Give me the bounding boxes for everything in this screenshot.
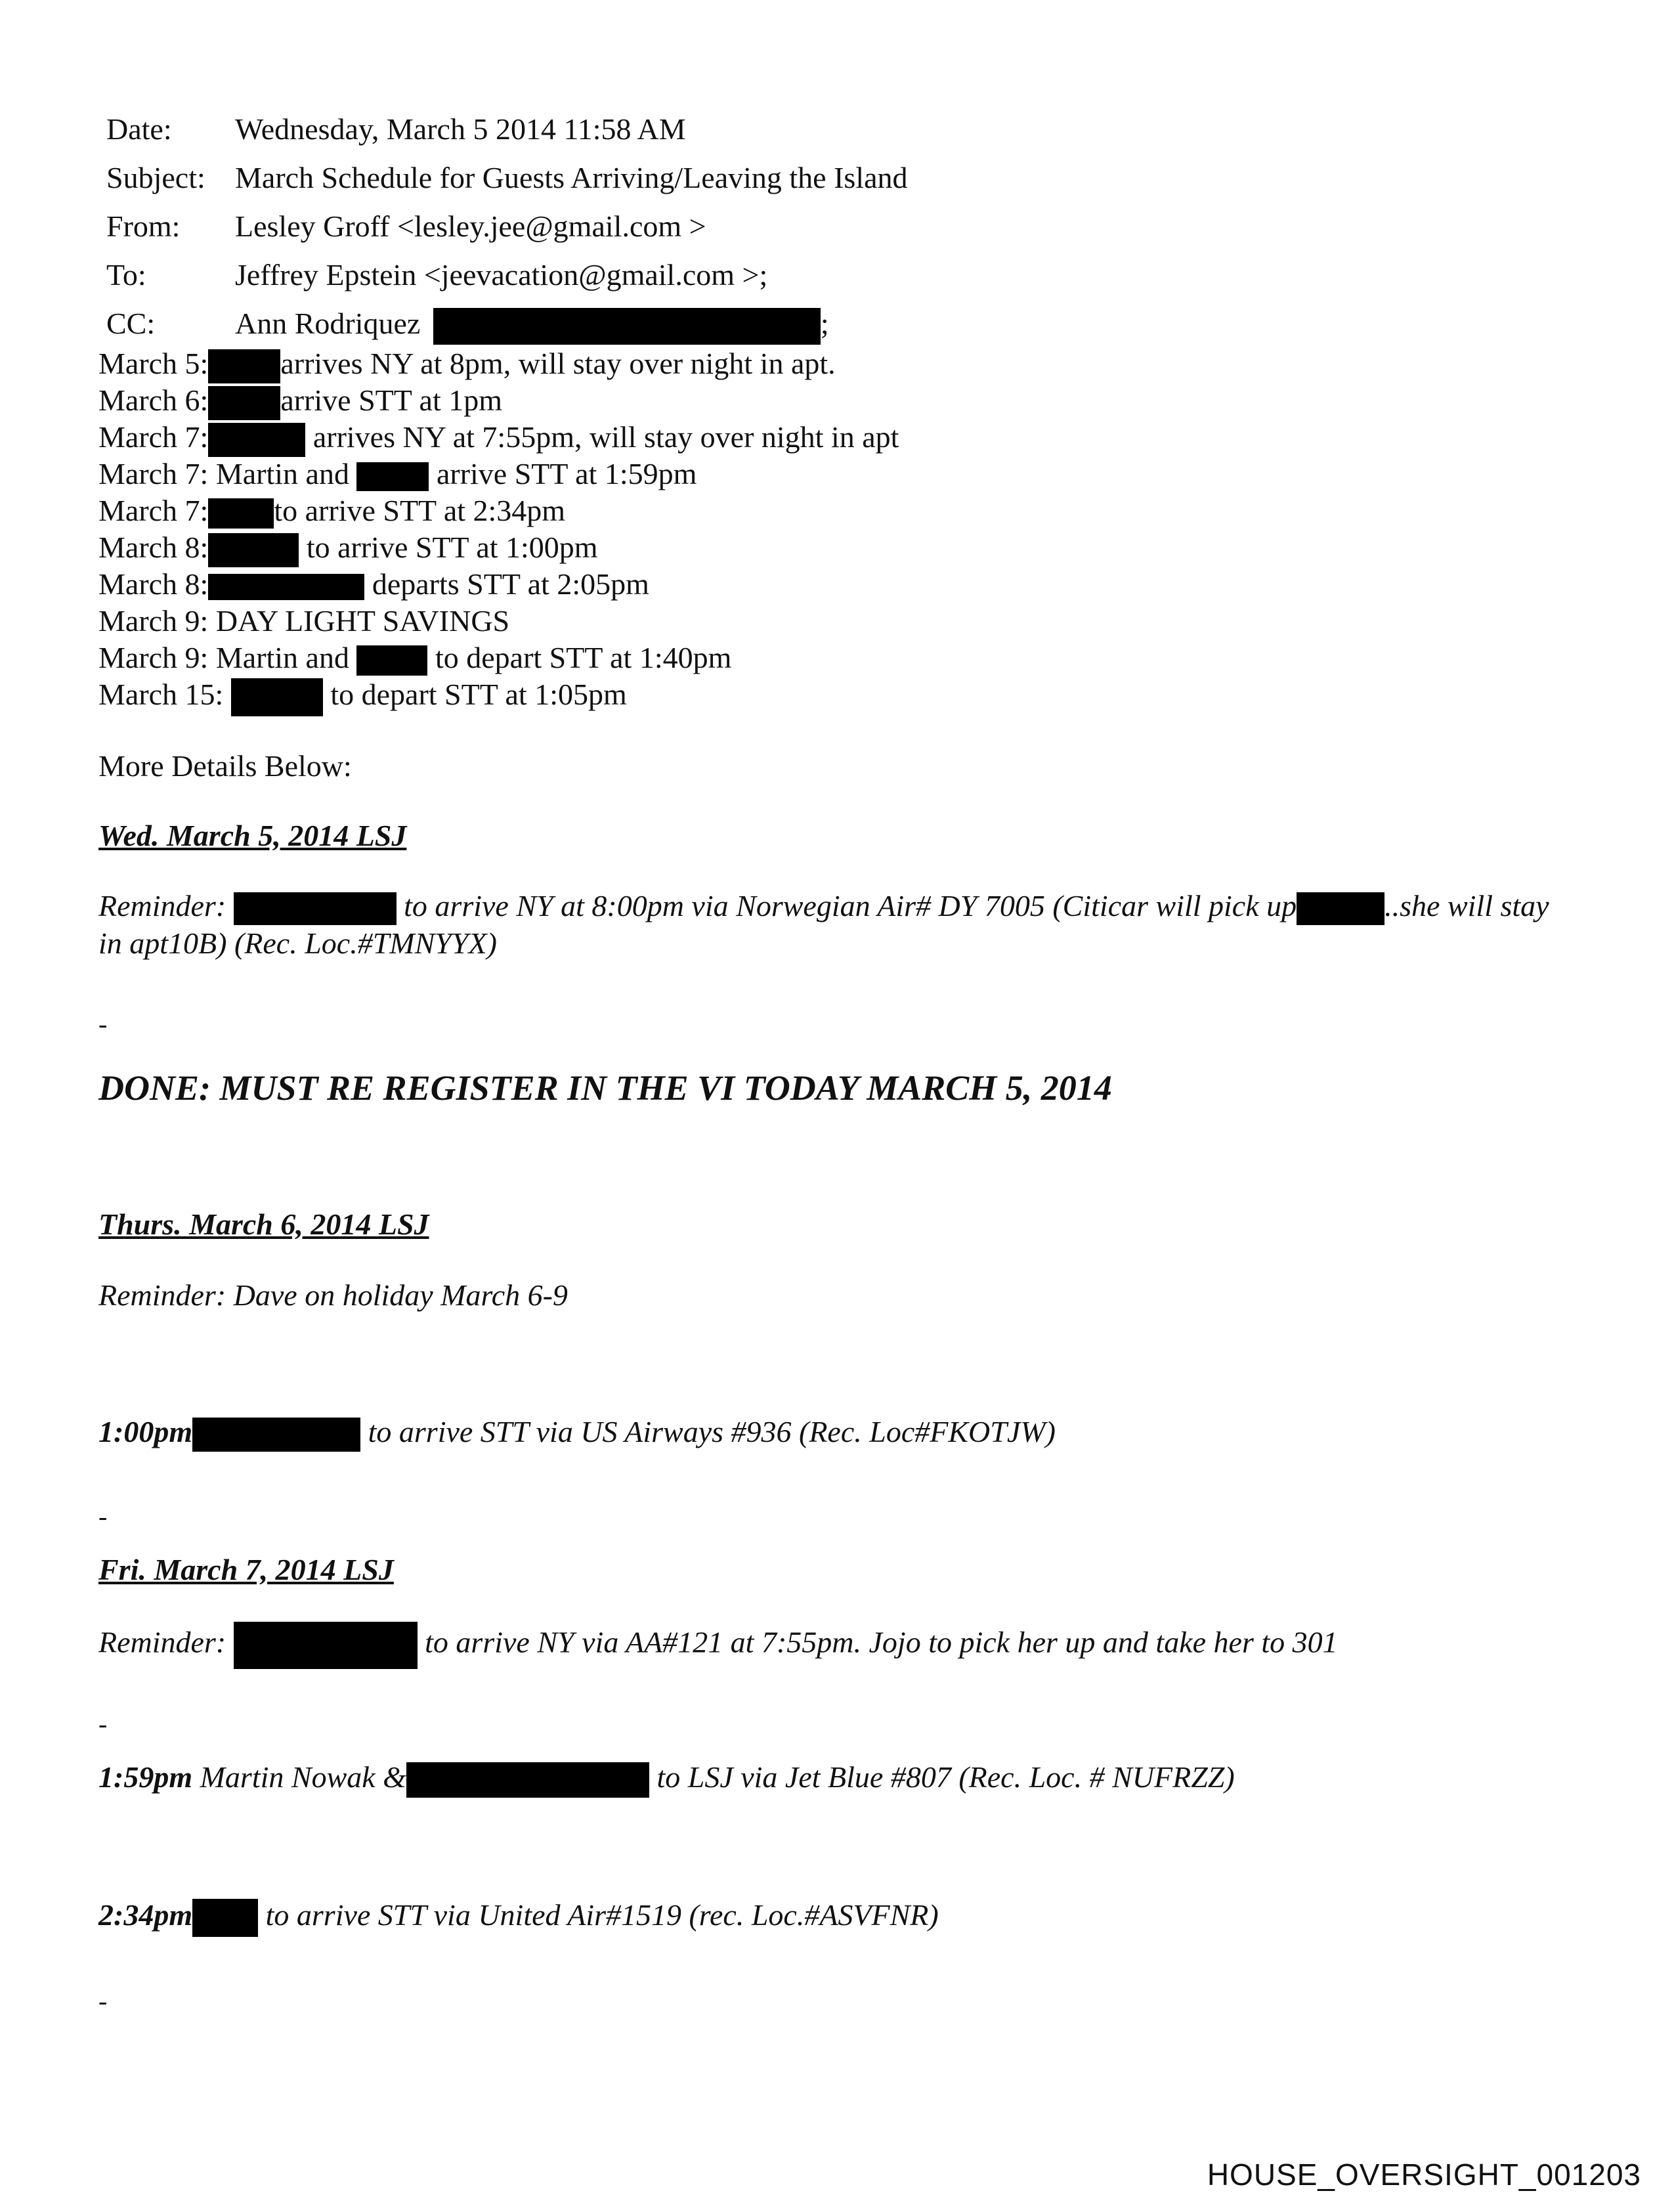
summary-text: to arrive STT at 1:00pm — [299, 531, 598, 564]
fri-entry-2 — [98, 1898, 939, 1937]
redaction-block — [208, 349, 280, 383]
entry-time: 1:00pm — [98, 1415, 193, 1448]
list-item — [98, 676, 899, 713]
wed-reminder — [98, 888, 1569, 962]
redaction-block — [356, 645, 427, 676]
summary-text: arrives NY at 8pm, will stay over night in apt. — [280, 347, 836, 380]
redaction-block — [208, 574, 364, 600]
cc-suffix: ; — [820, 307, 829, 340]
separator-dash: - — [98, 1009, 108, 1039]
redaction-block — [192, 1418, 360, 1452]
summary-text: to arrive STT at 2:34pm — [274, 494, 566, 527]
summary-prefix: March 6: — [98, 383, 209, 417]
summary-text: arrive STT at 1:59pm — [429, 457, 697, 490]
bates-number: HOUSE_OVERSIGHT_001203 — [1207, 2158, 1641, 2192]
more-details: More Details Below: — [98, 749, 352, 783]
fri-entry-1 — [98, 1760, 1235, 1798]
subject-label: Subject: — [106, 161, 205, 194]
list-item — [98, 529, 899, 566]
summary-text: departs STT at 2:05pm — [364, 567, 649, 601]
entry-text: to arrive STT via US Airways #936 (Rec. Loc#FKOTJW) — [360, 1415, 1056, 1448]
redaction-block — [192, 1899, 258, 1937]
redaction-block — [234, 892, 397, 925]
day-heading-thurs: Thurs. March 6, 2014 LSJ — [98, 1207, 429, 1241]
summary-prefix: March 5: — [98, 347, 209, 380]
from-value: Lesley Groff <lesley.jee@gmail.com > — [235, 209, 706, 243]
summary-text: to depart STT at 1:40pm — [427, 641, 732, 674]
list-item — [98, 419, 899, 456]
redaction-block — [208, 533, 299, 567]
list-item — [98, 345, 899, 382]
reminder-label: Reminder: — [98, 889, 234, 922]
redaction-block — [208, 498, 274, 529]
from-label: From: — [106, 209, 181, 243]
to-row — [106, 251, 908, 299]
separator-dash: - — [98, 1502, 108, 1531]
reminder-label: Reminder: — [98, 1625, 234, 1659]
entry-text: Martin Nowak & — [192, 1760, 406, 1794]
list-item — [98, 492, 899, 529]
list-item — [98, 603, 899, 640]
redaction-block — [231, 678, 323, 716]
subject-row — [106, 154, 908, 202]
from-row — [106, 202, 908, 251]
cc-name: Ann Rodriquez — [235, 307, 421, 340]
summary-prefix: March 7: — [98, 420, 209, 454]
summary-text: to depart STT at 1:05pm — [322, 678, 627, 711]
day-heading-fri: Fri. March 7, 2014 LSJ — [98, 1553, 394, 1586]
summary-prefix: March 9: DAY LIGHT SAVINGS — [98, 604, 510, 638]
summary-prefix: March 9: Martin and — [98, 641, 349, 674]
list-item — [98, 640, 899, 676]
summary-prefix: March 7: Martin and — [98, 457, 349, 490]
cc-label: CC: — [106, 307, 156, 340]
thurs-reminder: Reminder: Dave on holiday March 6-9 — [98, 1278, 568, 1312]
date-row — [106, 105, 908, 154]
fri-reminder — [98, 1622, 1338, 1669]
to-value: Jeffrey Epstein <jeevacation@gmail.com >; — [235, 258, 768, 292]
day-heading-wed: Wed. March 5, 2014 LSJ — [98, 819, 407, 852]
entry-time: 2:34pm — [98, 1898, 193, 1932]
subject-value: March Schedule for Guests Arriving/Leaving the Island — [235, 161, 908, 194]
to-label: To: — [106, 258, 146, 292]
entry-time: 1:59pm — [98, 1760, 193, 1794]
list-item — [98, 456, 899, 492]
separator-dash: - — [98, 1986, 108, 2016]
cc-row — [106, 299, 908, 348]
redaction-block — [433, 308, 821, 345]
entry-text: to arrive STT via United Air#1519 (rec. Loc.#ASVFNR) — [258, 1898, 939, 1932]
entry-text-end: to LSJ via Jet Blue #807 (Rec. Loc. # NUFRZZ) — [649, 1760, 1235, 1794]
redaction-block — [234, 1622, 418, 1669]
redaction-block — [356, 462, 429, 491]
schedule-summary — [98, 345, 899, 713]
summary-text: arrives NY at 7:55pm, will stay over night in apt — [305, 420, 899, 454]
reminder-text: to arrive NY at 8:00pm via Norwegian Air# DY 7005 (Citicar will pick up — [396, 889, 1297, 922]
separator-dash: - — [98, 1709, 108, 1739]
list-item — [98, 382, 899, 419]
redaction-block — [208, 423, 305, 457]
cc-value — [235, 299, 829, 348]
thurs-entry — [98, 1414, 1056, 1452]
redaction-block — [208, 386, 280, 420]
summary-text: arrive STT at 1pm — [280, 383, 503, 417]
summary-prefix: March 8: — [98, 531, 209, 564]
summary-prefix: March 7: — [98, 494, 209, 527]
redaction-block — [1297, 892, 1384, 925]
done-note: DONE: MUST RE REGISTER IN THE VI TODAY MARCH 5, 2014 — [98, 1068, 1112, 1108]
summary-prefix: March 15: — [98, 678, 224, 711]
list-item — [98, 566, 899, 603]
date-label: Date: — [106, 112, 172, 146]
reminder-text: to arrive NY via AA#121 at 7:55pm. Jojo to pick her up and take her to 301 — [417, 1625, 1338, 1659]
email-header — [106, 105, 908, 348]
redaction-block — [406, 1762, 649, 1798]
summary-prefix: March 8: — [98, 567, 209, 601]
reminder-text-end: ..she will stay in apt10B) (Rec. Loc.#TMNYYX) — [98, 889, 1549, 961]
date-value: Wednesday, March 5 2014 11:58 AM — [235, 112, 686, 146]
